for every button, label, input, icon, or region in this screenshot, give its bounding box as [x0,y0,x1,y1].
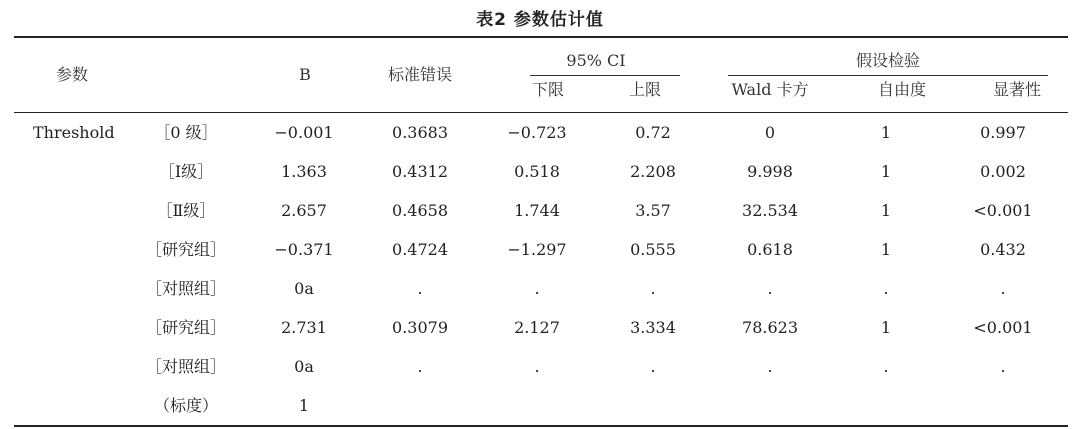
header-b: B [299,65,311,84]
cell-ci-upper: 0.555 [630,240,676,259]
cell-sig: 0.997 [980,123,1026,142]
cell-df: 1 [880,123,892,142]
header-hypothesis-test: 假设检验 [855,51,921,70]
header-rule [14,112,1068,113]
cell-df: 1 [880,318,892,337]
table-title: 表2 参数估计值 [476,10,604,30]
cell-se: 0.4312 [392,162,448,181]
cell-wald: 0 [764,123,776,142]
cell-ci-lower: −0.723 [507,123,567,142]
test-span-line [728,75,1048,76]
cell-sig: . [1000,357,1006,376]
cell-b: 1.363 [281,162,327,181]
cell-sig: <0.001 [973,318,1033,337]
ci-span-line [530,75,680,76]
cell-level: （标度） [153,396,219,415]
cell-sig: . [1000,279,1006,298]
header-ci-upper: 上限 [628,80,662,99]
cell-ci-upper: 3.334 [630,318,676,337]
cell-ci-upper: . [650,357,656,376]
header-ci-lower: 下限 [531,80,565,99]
header-se: 标准错误 [387,65,453,84]
header-sig: 显著性 [992,80,1042,99]
cell-se: . [417,357,423,376]
cell-level: ［研究组］ [145,318,227,337]
header-param: 参数 [55,65,89,84]
cell-df: . [883,357,889,376]
cell-b: 2.657 [281,201,327,220]
cell-se: . [417,279,423,298]
cell-ci-lower: −1.297 [507,240,567,259]
cell-sig: 0.002 [980,162,1026,181]
cell-level: ［对照组］ [145,357,227,376]
cell-se: 0.3683 [392,123,448,142]
cell-wald: . [767,279,773,298]
top-rule [14,36,1068,38]
cell-level: ［0 级］ [154,123,218,142]
cell-se: 0.4658 [392,201,448,220]
cell-level: ［Ⅰ级］ [158,162,214,181]
cell-sig: <0.001 [973,201,1033,220]
cell-level: ［对照组］ [145,279,227,298]
cell-df: 1 [880,240,892,259]
cell-level: ［研究组］ [145,240,227,259]
cell-ci-upper: 3.57 [635,201,671,220]
cell-b: −0.001 [274,123,334,142]
cell-df: 1 [880,162,892,181]
cell-ci-upper: 0.72 [635,123,671,142]
cell-ci-upper: 2.208 [630,162,676,181]
cell-ci-lower: . [534,279,540,298]
cell-b: 1 [298,396,310,415]
cell-ci-lower: 1.744 [514,201,560,220]
cell-ci-lower: 0.518 [514,162,560,181]
header-df: 自由度 [877,80,927,99]
cell-ci-upper: . [650,279,656,298]
bottom-rule [14,425,1068,427]
cell-ci-lower: . [534,357,540,376]
cell-wald: 0.618 [747,240,793,259]
cell-b: 2.731 [281,318,327,337]
cell-wald: . [767,357,773,376]
header-ci: 95% CI [566,51,626,70]
cell-wald: 32.534 [742,201,798,220]
cell-wald: 9.998 [747,162,793,181]
cell-wald: 78.623 [742,318,798,337]
header-wald: Wald 卡方 [731,80,809,99]
cell-df: . [883,279,889,298]
cell-se: 0.4724 [392,240,448,259]
cell-b: 0a [294,357,314,376]
group-label-threshold: Threshold [33,123,115,142]
cell-b: −0.371 [274,240,334,259]
cell-sig: 0.432 [980,240,1026,259]
cell-se: 0.3079 [392,318,448,337]
cell-df: 1 [880,201,892,220]
cell-ci-lower: 2.127 [514,318,560,337]
cell-b: 0a [294,279,314,298]
cell-level: ［Ⅱ级］ [156,201,216,220]
